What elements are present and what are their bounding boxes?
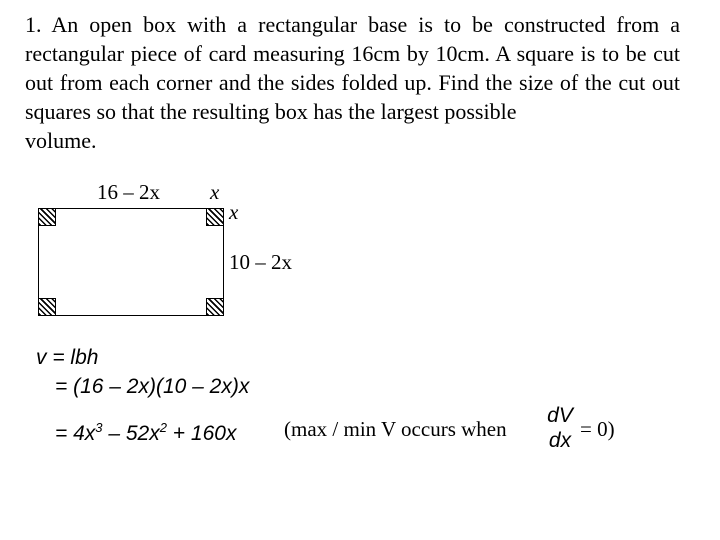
expanded-term-2: – 52x — [102, 422, 160, 445]
derivative-fraction — [542, 404, 578, 453]
fraction-numerator: dV — [547, 404, 573, 427]
corner-square-bottom-right — [206, 298, 224, 316]
problem-number: 1. — [25, 12, 42, 37]
stationary-note: (max / min V occurs when — [284, 417, 507, 441]
side-length-label: 10 – 2x — [229, 250, 292, 274]
expanded-term-1: = 4x — [55, 422, 96, 445]
corner-square-bottom-left — [38, 298, 56, 316]
problem-text: An open box with a rectangular base is to be constructed from a rectangular piece of card measuring 16cm by 10cm. A square is to be cut out from each corner and the sides folded up. Find the size of the cut out squares so that the resulting box has the largest possible — [25, 12, 680, 124]
expanded-term-3: + 160x — [166, 422, 237, 445]
volume-expanded — [55, 420, 236, 446]
exponent-2: 2 — [159, 420, 167, 435]
cut-size-label-top: x — [210, 180, 220, 204]
corner-square-top-left — [38, 208, 56, 226]
problem-text-last: volume. — [25, 128, 97, 153]
top-length-label: 16 – 2x — [97, 180, 160, 204]
exponent-3: 3 — [95, 420, 103, 435]
card-rectangle — [38, 208, 224, 316]
volume-expression: = (16 – 2x)(10 – 2x)x — [55, 375, 250, 398]
corner-square-top-right — [206, 208, 224, 226]
stationary-note-end: = 0) — [580, 417, 615, 441]
volume-formula: v = lbh — [36, 346, 99, 369]
fraction-denominator: dx — [548, 429, 572, 452]
problem-statement — [25, 10, 680, 155]
cut-size-label-side: x — [229, 200, 239, 224]
